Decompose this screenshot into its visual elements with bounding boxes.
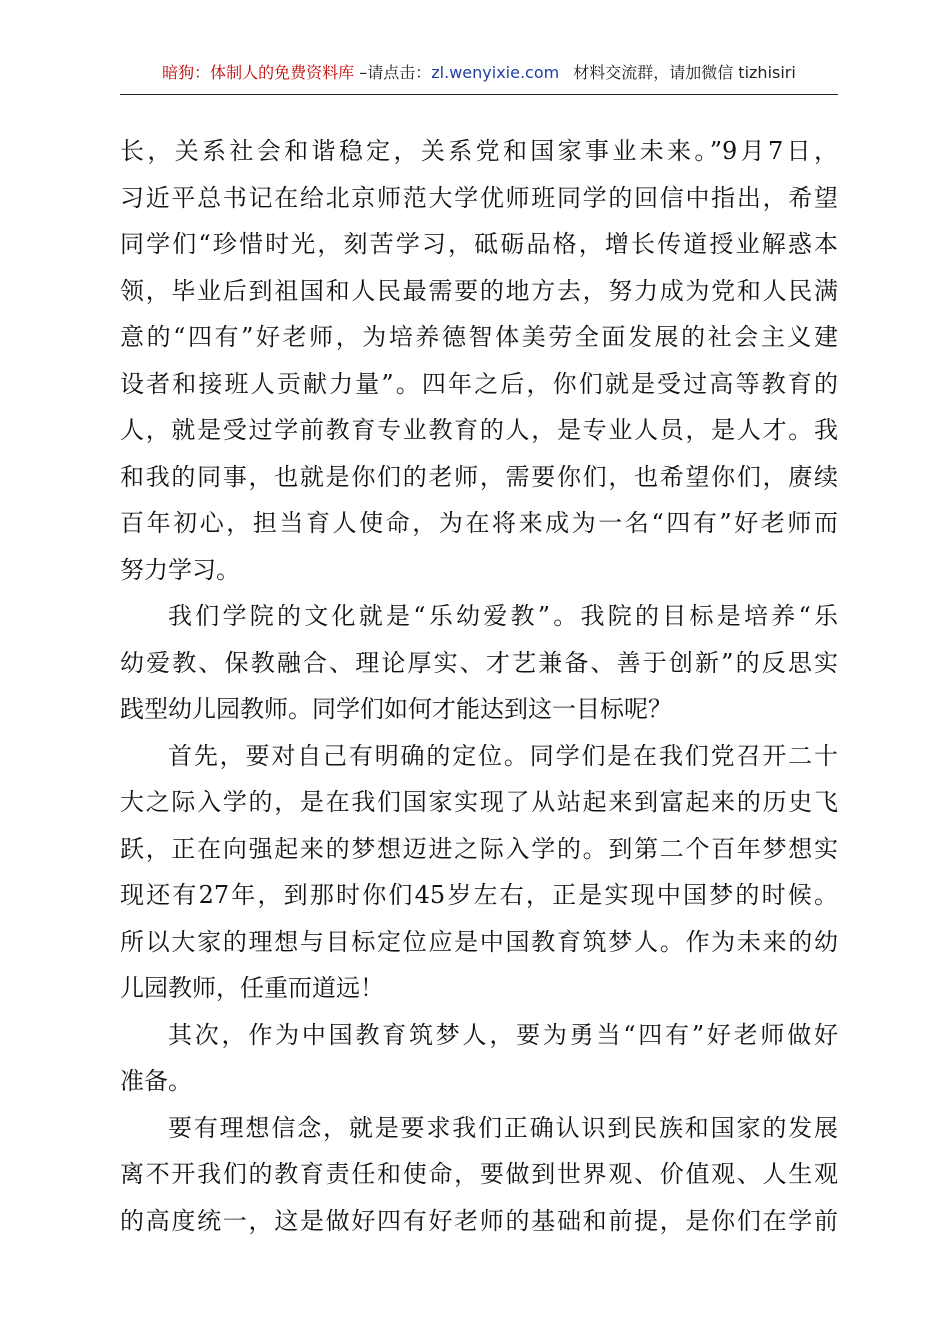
paragraph <box>120 593 838 733</box>
header-wechat-note: 材料交流群，请加微信 tizhisiri <box>573 63 796 82</box>
text-line: 首先，要对自己有明确的定位。同学们是在我们党召开二十 <box>168 741 838 770</box>
document-body <box>120 128 838 1244</box>
text-line: 的高度统一，这是做好四有好老师的基础和前提，是你们在学前 <box>120 1206 838 1235</box>
text-line: 和我的同事，也就是你们的老师，需要你们，也希望你们，赓续 <box>120 462 838 491</box>
text-line: 离不开我们的教育责任和使命，要做到世界观、价值观、人生观 <box>120 1160 838 1188</box>
paragraph <box>120 733 838 1012</box>
text-line: 幼爱教、保教融合、理论厚实、才艺兼备、善于创新”的反思实 <box>120 648 838 677</box>
text-line: 现还有27年，到那时你们45岁左右，正是实现中国梦的时候。 <box>120 881 838 909</box>
paragraph <box>120 1012 838 1105</box>
text-line: 要有理想信念，就是要求我们正确认识到民族和国家的发展 <box>168 1113 838 1142</box>
text-line: 人，就是受过学前教育专业教育的人，是专业人员，是人才。我 <box>120 416 838 444</box>
text-line: 其次，作为中国教育筑梦人，要为勇当“四有”好老师做好 <box>168 1020 838 1049</box>
header-click-prompt: –请点击： <box>354 63 432 82</box>
text-line: 百年初心，担当育人使命，为在将来成为一名“四有”好老师而 <box>120 509 838 537</box>
paragraph <box>120 1105 838 1245</box>
paragraph <box>120 128 838 593</box>
text-line: 儿园教师，任重而道远！ <box>120 974 384 1002</box>
text-line: 努力学习。 <box>120 555 240 584</box>
text-line: 同学们“珍惜时光，刻苦学习，砥砺品格，增长传道授业解惑本 <box>120 230 838 258</box>
text-line: 跃，正在向强起来的梦想迈进之际入学的。到第二个百年梦想实 <box>120 834 838 863</box>
header-url-link[interactable]: zl.wenyixie.com <box>431 63 560 82</box>
text-line: 习近平总书记在给北京师范大学优师班同学的回信中指出，希望 <box>120 183 838 212</box>
text-line: 准备。 <box>120 1067 192 1095</box>
page-header <box>120 58 838 95</box>
text-line: 我们学院的文化就是“乐幼爱教”。我院的目标是培养“乐 <box>168 602 838 630</box>
text-line: 设者和接班人贡献力量”。四年之后，你们就是受过高等教育的 <box>120 369 838 398</box>
text-line: 践型幼儿园教师。同学们如何才能达到这一目标呢？ <box>120 695 672 723</box>
text-line: 意的“四有”好老师，为培养德智体美劳全面发展的社会主义建 <box>120 323 838 351</box>
header-brand-link[interactable]: 暗狗：体制人的免费资料库 <box>162 63 355 82</box>
text-line: 领，毕业后到祖国和人民最需要的地方去，努力成为党和人民满 <box>120 276 838 305</box>
text-line: 大之际入学的，是在我们国家实现了从站起来到富起来的历史飞 <box>120 788 838 816</box>
text-line: 所以大家的理想与目标定位应是中国教育筑梦人。作为未来的幼 <box>120 927 838 956</box>
text-line: 长，关系社会和谐稳定，关系党和国家事业未来。”9月7日， <box>120 137 838 165</box>
